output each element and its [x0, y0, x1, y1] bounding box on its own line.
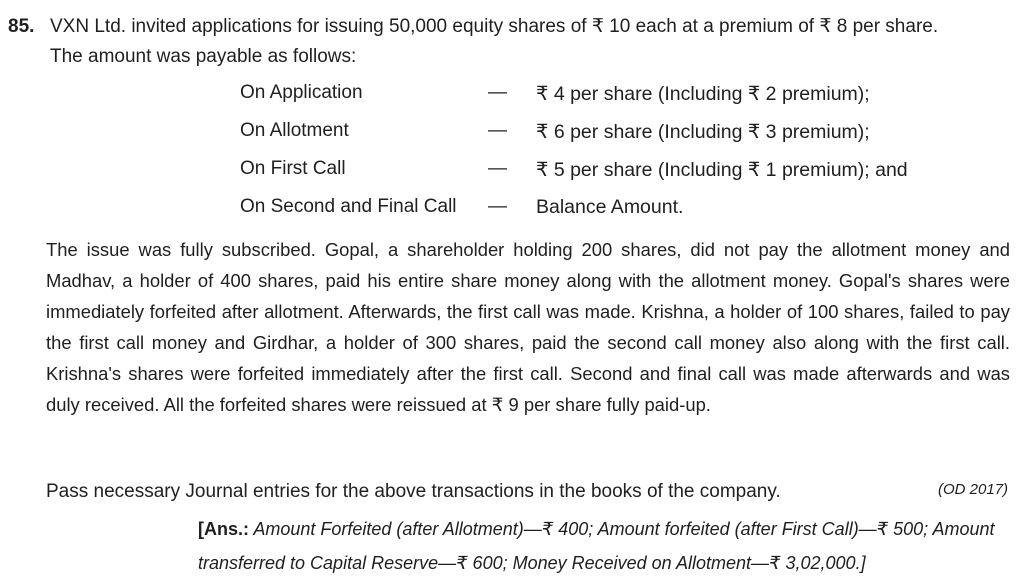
answer-text: Amount Forfeited (after Allotment)—₹ 400; Amount forfeited (after First Call)—₹ 500; Amount transferred to Capital Reserve—₹ 600; Money Received on Allotment—₹ 3,02,000.] — [198, 519, 995, 573]
question-paragraph: The issue was fully subscribed. Gopal, a shareholder holding 200 shares, did not pay the allotment money and Madhav, a holder of 400 shares, paid his entire share money along with the allotment money. Gopal's shares were immediately forfeited after allotment. Afterwards, the first call was made. Krishna, a holder of 100 shares, failed to pay the first call money and Girdhar, a holder of 300 shares, paid the second call money also along with the first call. Krishna's shares were forfeited immediately after the first call. Second and final call was made afterwards and was duly received. All the forfeited shares were reissued at ₹ 9 per share fully paid-up. — [46, 239, 1010, 415]
payment-term-label: On First Call — [240, 158, 346, 179]
question-instruction: Pass necessary Journal entries for the above transactions in the books of the company. — [46, 481, 781, 502]
payment-term-dash: — — [488, 120, 507, 141]
payment-term-label: On Allotment — [240, 120, 349, 141]
payment-term-dash: — — [488, 82, 507, 103]
payment-term-value: ₹ 6 per share (Including ₹ 3 premium); — [536, 121, 870, 143]
exam-reference: (OD 2017) — [938, 481, 1009, 498]
payment-term-dash: — — [488, 158, 507, 179]
question-intro-text: VXN Ltd. invited applications for issuing 50,000 equity shares of ₹ 10 each at a premium of ₹ 8 per share. — [50, 16, 939, 37]
question-intro-line1 — [8, 14, 1008, 40]
payment-term-dash: — — [488, 196, 507, 217]
payment-term-value: ₹ 4 per share (Including ₹ 2 premium); — [536, 83, 870, 105]
payment-term-value: Balance Amount. — [536, 196, 684, 218]
payment-term-label: On Second and Final Call — [240, 196, 457, 217]
answer-block — [198, 512, 1018, 580]
answer-label: [Ans.: — [198, 519, 249, 539]
payment-term-value: ₹ 5 per share (Including ₹ 1 premium); and — [536, 159, 908, 181]
question-intro-line2: The amount was payable as follows: — [50, 46, 357, 67]
question-number: 85. — [8, 16, 35, 37]
payment-term-label: On Application — [240, 82, 363, 103]
